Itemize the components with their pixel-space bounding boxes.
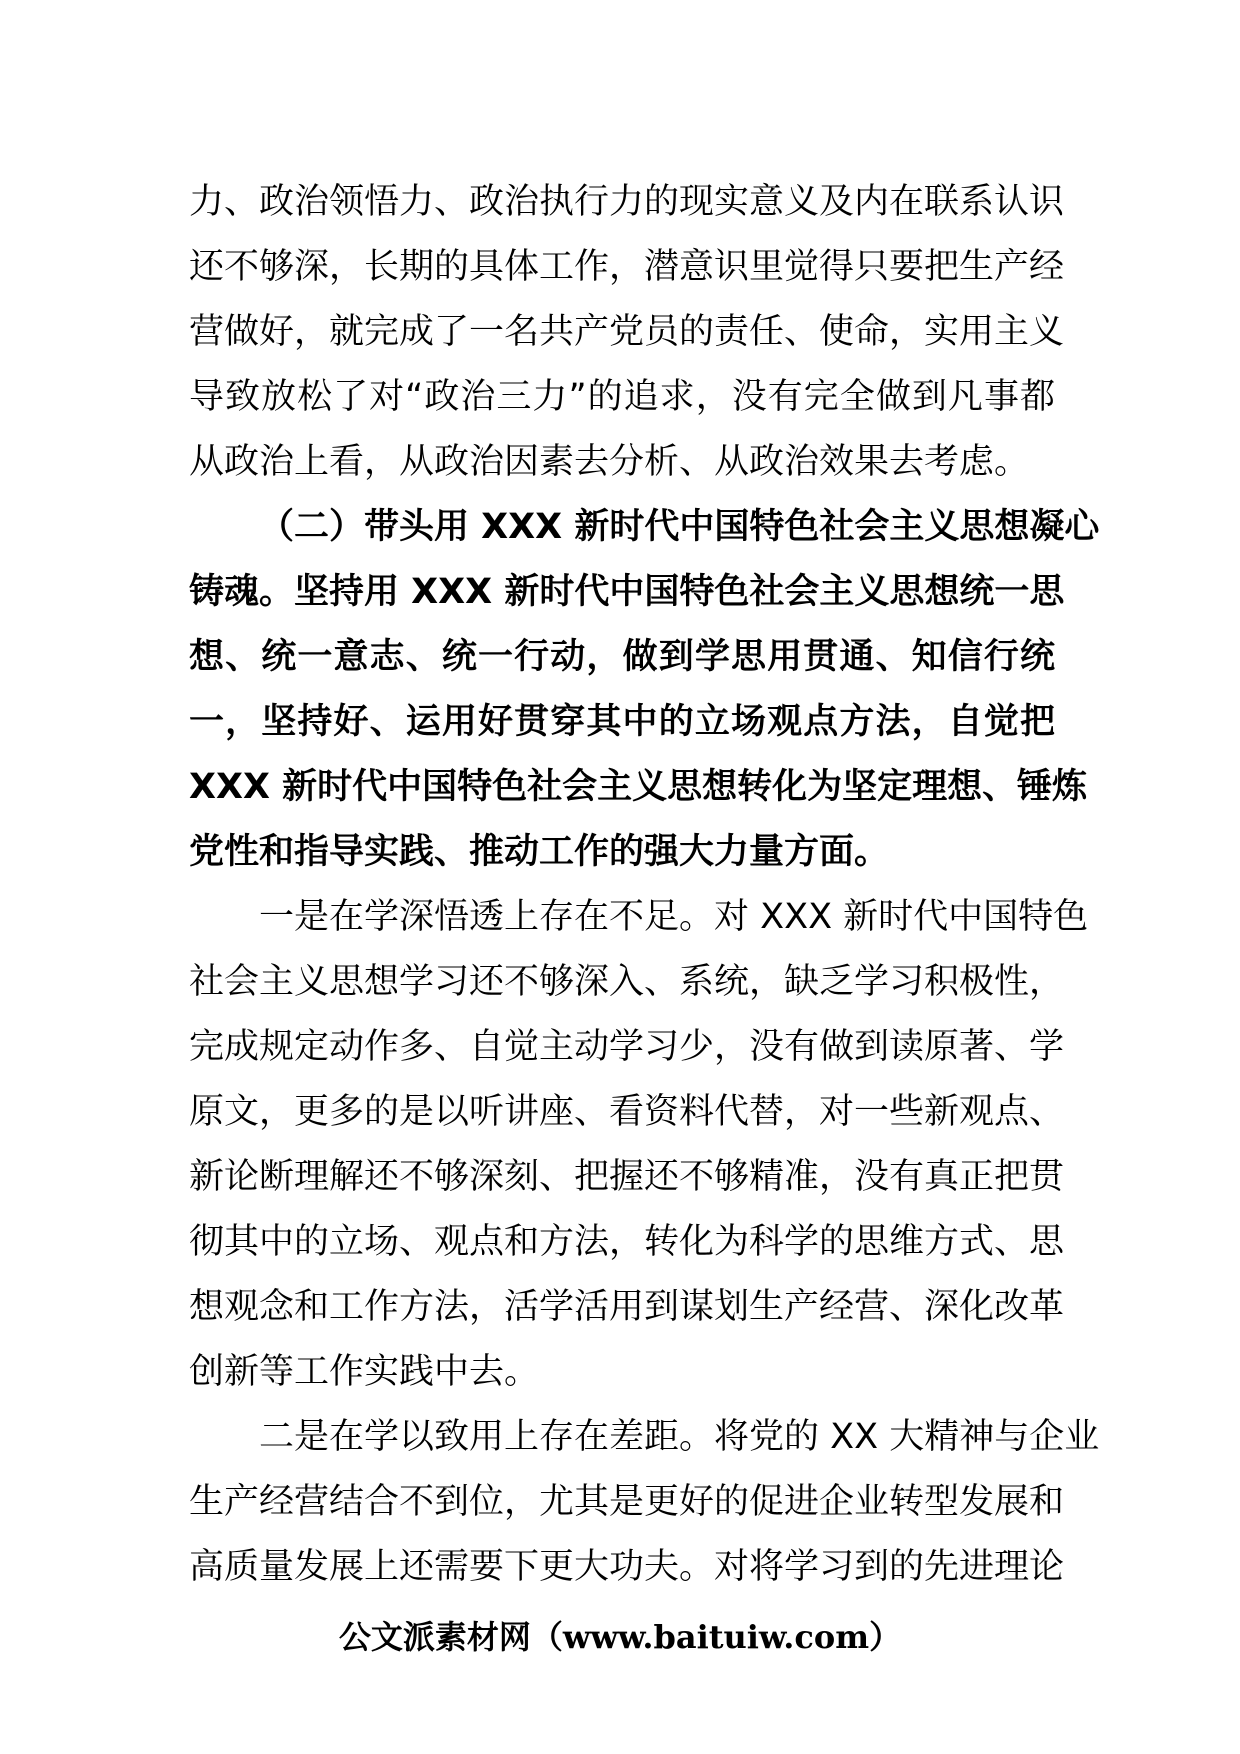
text-line: 从政治上看，从政治因素去分析、从政治效果去考虑。	[189, 442, 1030, 482]
text-line: 生产经营结合不到位，尤其是更好的促进企业转型发展和	[189, 1482, 1065, 1522]
paragraph	[189, 1405, 1100, 1600]
text-line: 还不够深，长期的具体工作，潜意识里觉得只要把生产经	[189, 247, 1065, 287]
text-line: 营做好，就完成了一名共产党员的责任、使命，实用主义	[189, 312, 1065, 352]
text-line: 新论断理解还不够深刻、把握还不够精准，没有真正把贯	[189, 1157, 1065, 1197]
paragraph	[189, 885, 1089, 1405]
text-line: 完成规定动作多、自觉主动学习少，没有做到读原著、学	[189, 1027, 1065, 1067]
paragraph	[189, 495, 1100, 885]
text-line: XXX 新时代中国特色社会主义思想转化为坚定理想、锤炼	[189, 767, 1088, 807]
text-line: 创新等工作实践中去。	[189, 1352, 540, 1392]
document-body	[189, 170, 1100, 1600]
text-line: 想、统一意志、统一行动，做到学思用贯通、知信行统	[189, 637, 1055, 677]
text-line: 一是在学深悟透上存在不足。对 XXX 新时代中国特色	[259, 897, 1089, 937]
paragraph	[189, 170, 1065, 495]
text-line: 高质量发展上还需要下更大功夫。对将学习到的先进理论	[189, 1547, 1065, 1587]
footer-watermark: 公文派素材网（www.baituiw.com）	[338, 1618, 902, 1656]
text-line: 党性和指导实践、推动工作的强大力量方面。	[189, 832, 890, 872]
text-line: （二）带头用 XXX 新时代中国特色社会主义思想凝心	[259, 507, 1100, 547]
text-line: 铸魂。坚持用 XXX 新时代中国特色社会主义思想统一思	[189, 572, 1065, 612]
text-line: 社会主义思想学习还不够深入、系统，缺乏学习积极性，	[189, 962, 1065, 1002]
text-line: 力、政治领悟力、政治执行力的现实意义及内在联系认识	[189, 182, 1065, 222]
text-line: 想观念和工作方法，活学活用到谋划生产经营、深化改革	[189, 1287, 1065, 1327]
text-line: 彻其中的立场、观点和方法，转化为科学的思维方式、思	[189, 1222, 1065, 1262]
text-line: 导致放松了对“政治三力”的追求，没有完全做到凡事都	[189, 377, 1055, 417]
text-line: 二是在学以致用上存在差距。将党的 XX 大精神与企业	[259, 1417, 1100, 1457]
text-line: 一，坚持好、运用好贯穿其中的立场观点方法，自觉把	[189, 702, 1055, 742]
text-line: 原文，更多的是以听讲座、看资料代替，对一些新观点、	[189, 1092, 1065, 1132]
